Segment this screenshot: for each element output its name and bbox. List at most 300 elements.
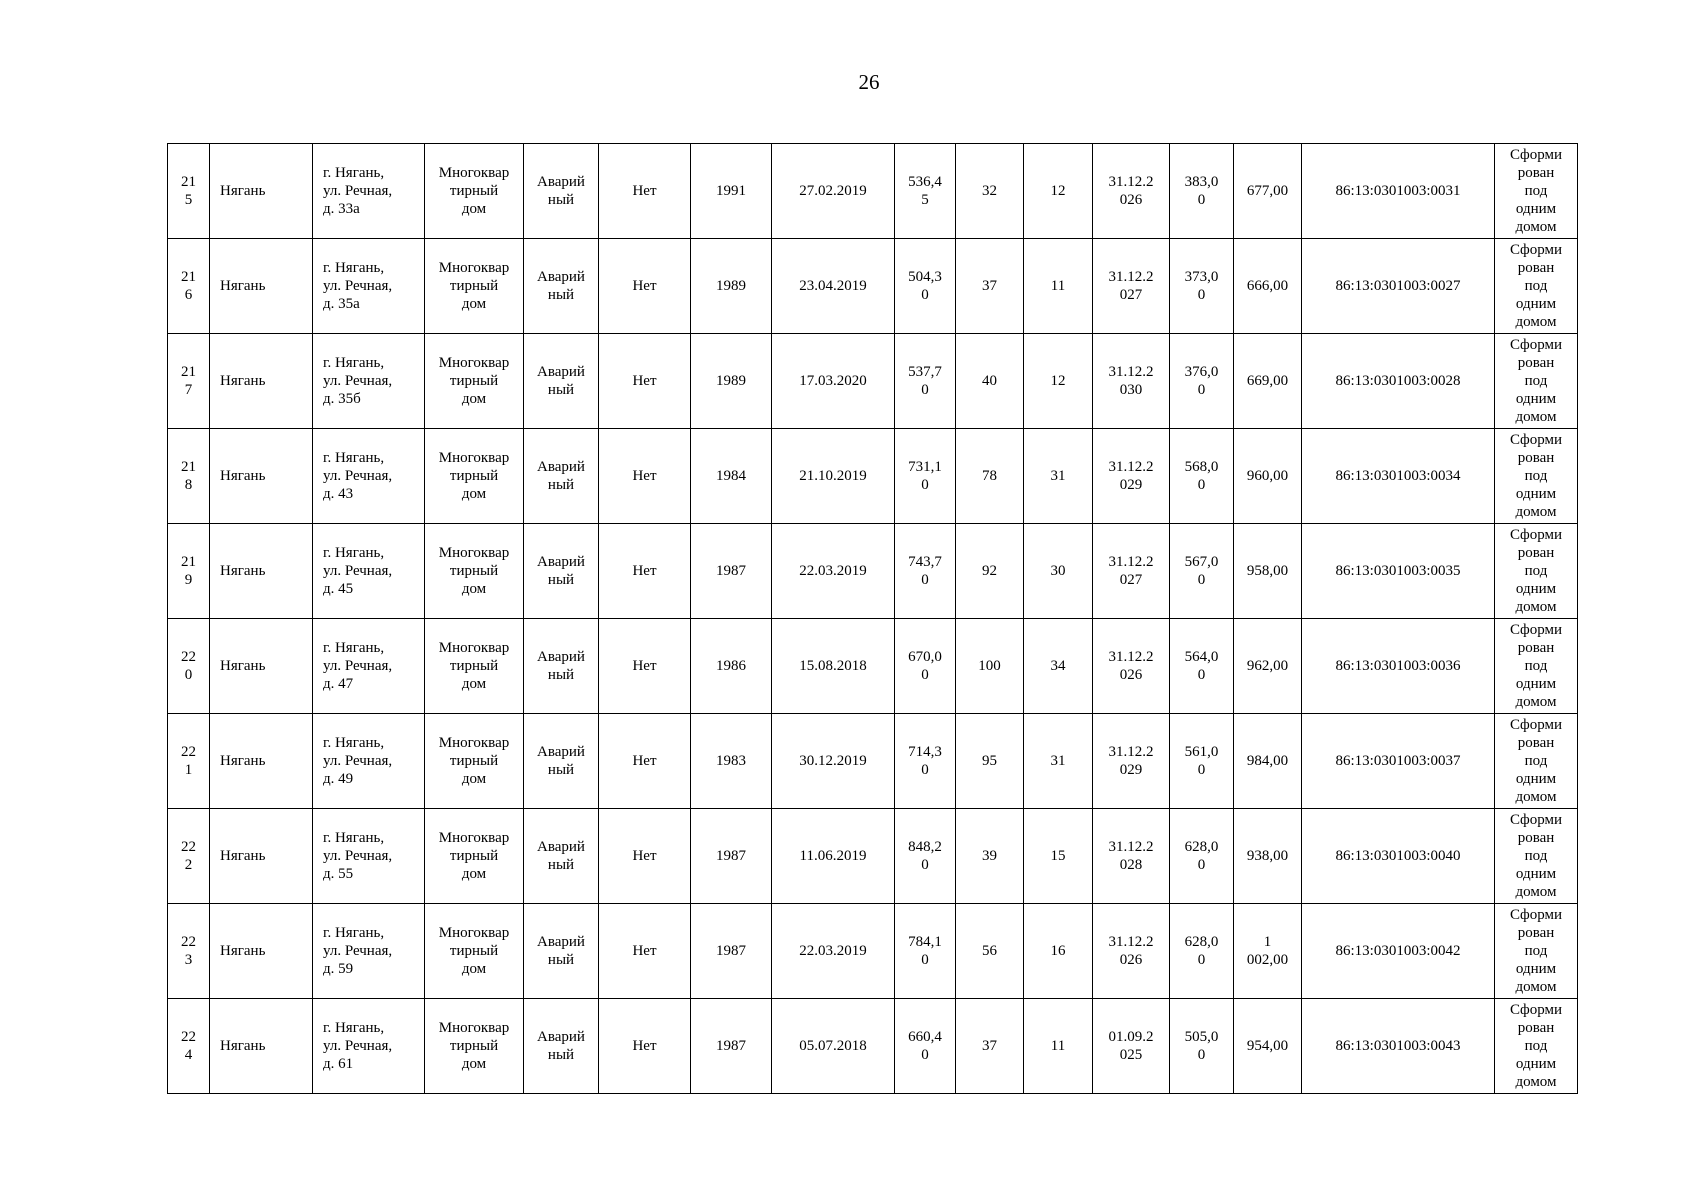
cell-note-line: Сформи [1509,242,1563,258]
cell-note-line: рован [1517,165,1555,181]
cell-note [1495,999,1578,1094]
cell-address-line: г. Нягань, [323,450,385,466]
cell-total-area-line: 0 [921,667,929,683]
cell-note-line: домом [1515,979,1557,995]
cell-building-type-line: Многоквар [438,450,510,466]
cell-land-area-line: 954,00 [1246,1038,1289,1054]
cell-total-area-line: 743,7 [908,554,942,570]
cell-record-number-line: 22 [181,649,196,665]
cell-note-line: рован [1517,355,1555,371]
cell-condition-status [524,999,599,1094]
cell-resettlement-deadline-line: 31.12.2 [1108,459,1154,475]
cell-note-line: домом [1515,314,1557,330]
cell-flag: Нет [599,239,691,334]
cell-build-year: 1987 [691,524,772,619]
cell-condition-status-line: Аварий [537,554,585,570]
cell-build-year: 1989 [691,239,772,334]
cell-living-area-line: 568,0 [1184,459,1219,475]
cell-record-number [168,714,210,809]
cell-total-area-line: 714,3 [908,744,942,760]
cell-address-line: д. 35а [323,296,360,312]
cell-land-area-line: 962,00 [1246,658,1289,674]
cell-cadastral-number: 86:13:0301003:0036 [1302,619,1495,714]
table-row [168,619,1578,714]
cell-total-area [895,524,956,619]
cell-recognition-date: 15.08.2018 [772,619,895,714]
cell-residents-count: 78 [956,429,1024,524]
cell-recognition-date: 27.02.2019 [772,144,895,239]
cell-living-area [1170,524,1234,619]
cell-flag: Нет [599,619,691,714]
cell-resettlement-deadline [1093,144,1170,239]
cell-total-area-line: 0 [921,762,929,778]
cell-note-line: Сформи [1509,717,1563,733]
cell-cadastral-number: 86:13:0301003:0031 [1302,144,1495,239]
cell-residents-count: 32 [956,144,1024,239]
cell-flag: Нет [599,334,691,429]
cell-address [313,239,425,334]
cell-total-area-line: 848,2 [908,839,942,855]
cell-condition-status-line: ный [547,572,575,588]
cell-note [1495,619,1578,714]
cell-units-count: 15 [1024,809,1093,904]
cell-note-line: домом [1515,219,1557,235]
cell-record-number-line: 6 [184,287,193,303]
cell-note-line: под [1524,1038,1548,1054]
cell-total-area-line: 0 [921,857,929,873]
cell-resettlement-deadline-line: 025 [1119,1047,1143,1063]
cell-condition-status-line: Аварий [537,269,585,285]
cell-address [313,999,425,1094]
cell-note-line: под [1524,373,1548,389]
cell-total-area-line: 0 [921,572,929,588]
cell-resettlement-deadline [1093,999,1170,1094]
cell-record-number-line: 22 [181,839,196,855]
cell-resettlement-deadline-line: 026 [1119,192,1143,208]
cell-building-type-line: дом [461,486,487,502]
cell-living-area [1170,714,1234,809]
cell-total-area-line: 670,0 [908,649,942,665]
cell-recognition-date: 17.03.2020 [772,334,895,429]
cell-living-area [1170,619,1234,714]
housing-registry-table [167,143,1578,1094]
cell-address-line: д. 47 [323,676,354,692]
cell-living-area-line: 0 [1197,572,1206,588]
table-row [168,239,1578,334]
cell-condition-status-line: ный [547,192,575,208]
cell-note-line: одним [1515,296,1557,312]
cell-building-type [425,619,524,714]
cell-building-type [425,524,524,619]
cell-recognition-date: 22.03.2019 [772,904,895,999]
cell-note-line: Сформи [1509,337,1563,353]
cell-building-type-line: тирный [449,848,499,864]
cell-record-number-line: 0 [184,667,193,683]
cell-record-number-line: 21 [181,269,196,285]
cell-note-line: под [1524,278,1548,294]
cell-address [313,904,425,999]
cell-building-type-line: дом [461,201,487,217]
cell-flag: Нет [599,524,691,619]
cell-resettlement-deadline [1093,334,1170,429]
cell-building-type-line: дом [461,391,487,407]
cell-land-area-line: 958,00 [1246,563,1289,579]
cell-city: Нягань [210,904,313,999]
cell-cadastral-number: 86:13:0301003:0040 [1302,809,1495,904]
cell-resettlement-deadline-line: 027 [1119,287,1143,303]
cell-total-area [895,809,956,904]
cell-total-area-line: 0 [921,1047,929,1063]
cell-building-type-line: Многоквар [438,1020,510,1036]
page-number: 26 [858,70,880,94]
cell-total-area-line: 537,7 [908,364,942,380]
cell-residents-count: 100 [956,619,1024,714]
cell-address-line: ул. Речная, [323,468,393,484]
cell-resettlement-deadline-line: 026 [1119,952,1143,968]
cell-address [313,809,425,904]
cell-address-line: д. 55 [323,866,354,882]
cell-condition-status-line: Аварий [537,839,585,855]
cell-record-number [168,619,210,714]
table-row [168,334,1578,429]
cell-residents-count: 56 [956,904,1024,999]
cell-note-line: домом [1515,599,1557,615]
cell-resettlement-deadline [1093,524,1170,619]
cell-note-line: одним [1515,486,1557,502]
cell-building-type-line: Многоквар [438,165,510,181]
cell-record-number [168,904,210,999]
cell-residents-count: 92 [956,524,1024,619]
cell-total-area-line: 504,3 [908,269,942,285]
cell-land-area [1234,524,1302,619]
cell-building-type-line: тирный [449,563,499,579]
cell-resettlement-deadline-line: 31.12.2 [1108,934,1154,950]
cell-building-type-line: тирный [449,373,499,389]
cell-note-line: одним [1515,771,1557,787]
cell-build-year: 1987 [691,904,772,999]
cell-record-number-line: 7 [184,382,193,398]
cell-resettlement-deadline-line: 026 [1119,667,1143,683]
cell-record-number-line: 5 [184,192,193,208]
cell-resettlement-deadline [1093,239,1170,334]
cell-resettlement-deadline-line: 31.12.2 [1108,744,1154,760]
cell-living-area-line: 0 [1197,477,1206,493]
cell-note [1495,524,1578,619]
cell-total-area [895,239,956,334]
cell-build-year: 1989 [691,334,772,429]
cell-building-type-line: дом [461,961,487,977]
cell-resettlement-deadline-line: 029 [1119,477,1143,493]
cell-total-area [895,904,956,999]
cell-note-line: рован [1517,260,1555,276]
cell-address-line: г. Нягань, [323,545,385,561]
cell-note-line: рован [1517,545,1555,561]
cell-condition-status-line: ный [547,952,575,968]
cell-building-type-line: дом [461,771,487,787]
cell-total-area-line: 0 [921,382,929,398]
cell-total-area [895,999,956,1094]
cell-living-area [1170,334,1234,429]
cell-units-count: 11 [1024,239,1093,334]
cell-flag: Нет [599,714,691,809]
cell-address-line: д. 59 [323,961,354,977]
table-row [168,144,1578,239]
cell-units-count: 12 [1024,144,1093,239]
cell-record-number-line: 8 [184,477,193,493]
cell-address [313,144,425,239]
cell-address-line: г. Нягань, [323,355,385,371]
cell-address-line: г. Нягань, [323,830,385,846]
cell-building-type-line: тирный [449,1038,499,1054]
cell-note-line: одним [1515,676,1557,692]
cell-cadastral-number: 86:13:0301003:0043 [1302,999,1495,1094]
table-row [168,524,1578,619]
cell-land-area [1234,239,1302,334]
cell-flag: Нет [599,429,691,524]
cell-building-type-line: тирный [449,468,499,484]
cell-condition-status-line: ный [547,762,575,778]
table-row [168,809,1578,904]
cell-note-line: под [1524,848,1548,864]
cell-note-line: под [1524,943,1548,959]
cell-cadastral-number: 86:13:0301003:0037 [1302,714,1495,809]
cell-living-area [1170,239,1234,334]
cell-total-area-line: 660,4 [908,1029,942,1045]
cell-units-count: 16 [1024,904,1093,999]
cell-address-line: ул. Речная, [323,658,393,674]
cell-land-area [1234,999,1302,1094]
cell-resettlement-deadline-line: 027 [1119,572,1143,588]
cell-city: Нягань [210,429,313,524]
cell-note-line: Сформи [1509,622,1563,638]
cell-resettlement-deadline-line: 029 [1119,762,1143,778]
cell-city: Нягань [210,999,313,1094]
table-row [168,429,1578,524]
cell-note-line: одним [1515,961,1557,977]
cell-address [313,619,425,714]
cell-resettlement-deadline [1093,429,1170,524]
cell-total-area [895,429,956,524]
cell-building-type-line: тирный [449,753,499,769]
cell-resettlement-deadline-line: 030 [1119,382,1143,398]
cell-resettlement-deadline-line: 31.12.2 [1108,269,1154,285]
cell-address-line: д. 35б [323,391,361,407]
cell-address [313,524,425,619]
cell-note-line: рован [1517,925,1555,941]
cell-address-line: д. 49 [323,771,354,787]
cell-record-number [168,999,210,1094]
cell-living-area-line: 0 [1197,382,1206,398]
cell-land-area [1234,144,1302,239]
cell-address-line: г. Нягань, [323,260,385,276]
table-row [168,904,1578,999]
cell-living-area-line: 561,0 [1184,744,1219,760]
cell-record-number-line: 21 [181,364,196,380]
cell-address-line: г. Нягань, [323,735,385,751]
cell-condition-status [524,619,599,714]
cell-resettlement-deadline [1093,904,1170,999]
cell-resettlement-deadline-line: 31.12.2 [1108,839,1154,855]
cell-note-line: домом [1515,1074,1557,1090]
cell-living-area-line: 628,0 [1184,839,1219,855]
cell-record-number-line: 1 [184,762,193,778]
cell-note [1495,144,1578,239]
cell-recognition-date: 22.03.2019 [772,524,895,619]
cell-note [1495,334,1578,429]
cell-cadastral-number: 86:13:0301003:0028 [1302,334,1495,429]
cell-living-area-line: 564,0 [1184,649,1219,665]
cell-note-line: под [1524,563,1548,579]
cell-living-area-line: 0 [1197,667,1206,683]
cell-resettlement-deadline-line: 31.12.2 [1108,649,1154,665]
cell-total-area [895,619,956,714]
cell-cadastral-number: 86:13:0301003:0035 [1302,524,1495,619]
cell-land-area-line: 984,00 [1246,753,1289,769]
cell-build-year: 1987 [691,809,772,904]
cell-residents-count: 37 [956,239,1024,334]
cell-living-area-line: 373,0 [1184,269,1219,285]
cell-address-line: ул. Речная, [323,278,393,294]
cell-note-line: Сформи [1509,812,1563,828]
cell-living-area-line: 0 [1197,287,1206,303]
cell-living-area-line: 628,0 [1184,934,1219,950]
cell-recognition-date: 05.07.2018 [772,999,895,1094]
cell-units-count: 12 [1024,334,1093,429]
cell-note-line: одним [1515,391,1557,407]
cell-condition-status-line: Аварий [537,649,585,665]
cell-note-line: Сформи [1509,907,1563,923]
cell-city: Нягань [210,714,313,809]
cell-condition-status-line: ный [547,477,575,493]
cell-living-area-line: 0 [1197,952,1206,968]
cell-total-area-line: 731,1 [908,459,942,475]
cell-address-line: д. 33а [323,201,360,217]
cell-condition-status [524,904,599,999]
cell-note-line: Сформи [1509,432,1563,448]
cell-record-number-line: 9 [184,572,193,588]
cell-record-number-line: 21 [181,174,196,190]
cell-building-type-line: Многоквар [438,830,510,846]
cell-land-area-line: 677,00 [1246,183,1289,199]
cell-residents-count: 37 [956,999,1024,1094]
cell-resettlement-deadline [1093,809,1170,904]
cell-condition-status [524,429,599,524]
cell-total-area [895,714,956,809]
cell-condition-status-line: ный [547,1047,575,1063]
cell-condition-status-line: Аварий [537,744,585,760]
cell-build-year: 1991 [691,144,772,239]
cell-residents-count: 40 [956,334,1024,429]
cell-condition-status [524,524,599,619]
cell-cadastral-number: 86:13:0301003:0027 [1302,239,1495,334]
cell-record-number [168,239,210,334]
cell-record-number [168,429,210,524]
cell-note-line: рован [1517,735,1555,751]
cell-record-number [168,334,210,429]
cell-condition-status-line: Аварий [537,1029,585,1045]
cell-living-area-line: 567,0 [1184,554,1219,570]
cell-address-line: г. Нягань, [323,165,385,181]
cell-record-number [168,809,210,904]
cell-note-line: рован [1517,1020,1555,1036]
cell-building-type-line: дом [461,866,487,882]
cell-building-type [425,904,524,999]
cell-note-line: Сформи [1509,147,1563,163]
cell-address-line: ул. Речная, [323,943,393,959]
cell-building-type [425,334,524,429]
cell-record-number-line: 21 [181,459,196,475]
cell-building-type-line: дом [461,296,487,312]
cell-units-count: 34 [1024,619,1093,714]
cell-land-area-line: 960,00 [1246,468,1289,484]
cell-living-area [1170,144,1234,239]
cell-units-count: 31 [1024,429,1093,524]
cell-condition-status-line: ный [547,287,575,303]
cell-building-type-line: дом [461,676,487,692]
cell-address-line: д. 45 [323,581,354,597]
cell-building-type-line: тирный [449,183,499,199]
cell-note-line: рован [1517,830,1555,846]
cell-building-type [425,144,524,239]
cell-building-type-line: дом [461,1056,487,1072]
cell-condition-status [524,334,599,429]
cell-note-line: под [1524,183,1548,199]
cell-recognition-date: 30.12.2019 [772,714,895,809]
cell-build-year: 1986 [691,619,772,714]
cell-note-line: домом [1515,409,1557,425]
cell-note [1495,239,1578,334]
cell-land-area [1234,429,1302,524]
cell-note-line: рован [1517,450,1555,466]
cell-land-area-line: 002,00 [1246,952,1289,968]
cell-address-line: ул. Речная, [323,373,393,389]
cell-address-line: ул. Речная, [323,1038,393,1054]
cell-record-number-line: 22 [181,934,196,950]
cell-build-year: 1983 [691,714,772,809]
cell-city: Нягань [210,524,313,619]
cell-total-area-line: 0 [921,952,929,968]
cell-total-area-line: 784,1 [908,934,942,950]
cell-note-line: домом [1515,694,1557,710]
cell-units-count: 11 [1024,999,1093,1094]
cell-build-year: 1987 [691,999,772,1094]
cell-residents-count: 39 [956,809,1024,904]
cell-city: Нягань [210,619,313,714]
cell-building-type-line: Многоквар [438,925,510,941]
cell-resettlement-deadline-line: 31.12.2 [1108,554,1154,570]
cell-land-area-line: 666,00 [1246,278,1289,294]
cell-condition-status [524,144,599,239]
cell-address-line: ул. Речная, [323,753,393,769]
cell-condition-status-line: ный [547,382,575,398]
cell-record-number-line: 3 [184,952,193,968]
cell-resettlement-deadline-line: 31.12.2 [1108,174,1154,190]
cell-land-area [1234,619,1302,714]
cell-note-line: домом [1515,504,1557,520]
cell-resettlement-deadline-line: 31.12.2 [1108,364,1154,380]
table-row [168,714,1578,809]
cell-living-area-line: 0 [1197,1047,1206,1063]
cell-condition-status-line: Аварий [537,174,585,190]
cell-note-line: под [1524,753,1548,769]
cell-condition-status-line: ный [547,667,575,683]
cell-living-area [1170,904,1234,999]
cell-resettlement-deadline [1093,714,1170,809]
cell-cadastral-number: 86:13:0301003:0034 [1302,429,1495,524]
cell-units-count: 31 [1024,714,1093,809]
cell-living-area-line: 505,0 [1184,1029,1219,1045]
cell-living-area-line: 383,0 [1184,174,1219,190]
